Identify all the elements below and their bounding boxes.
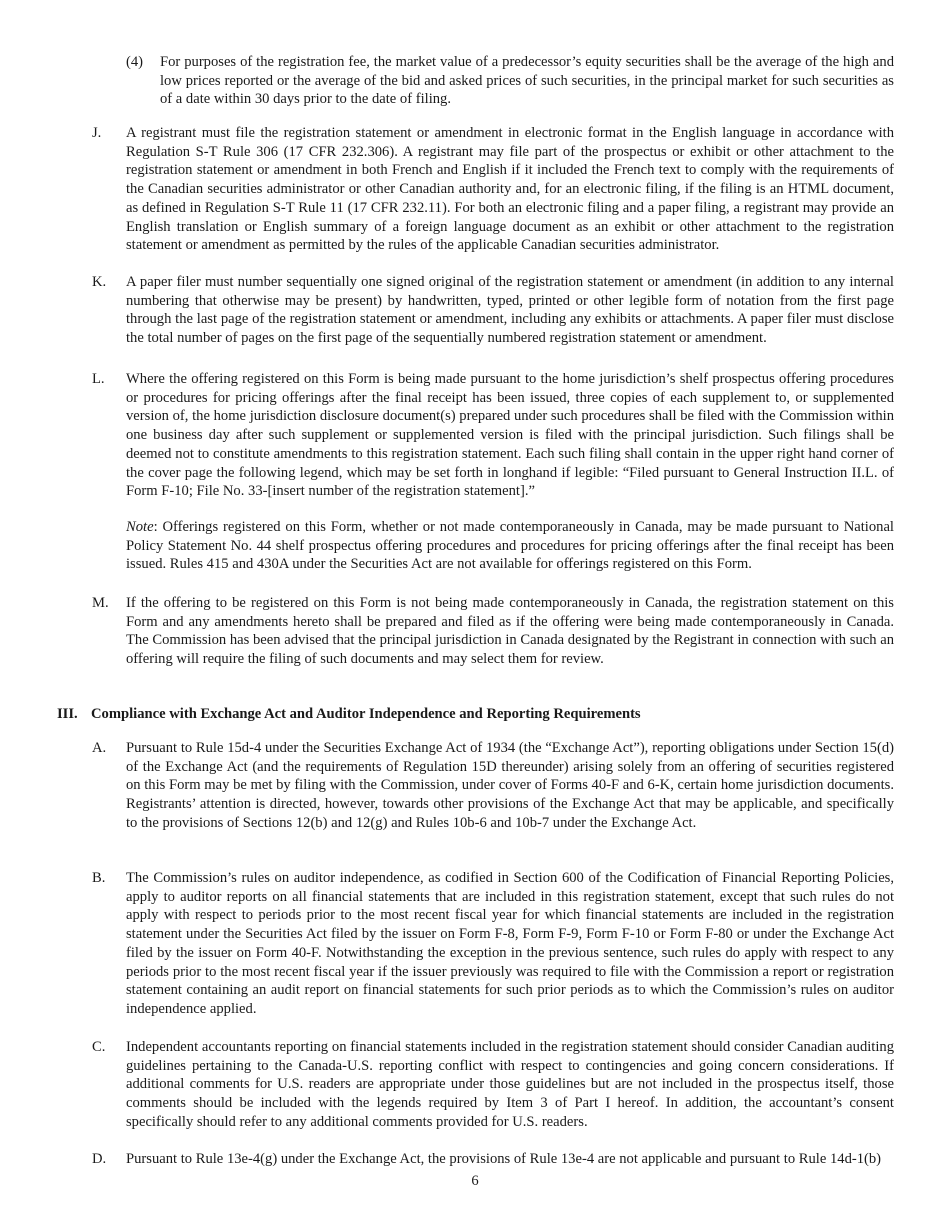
note-label: Note <box>126 519 154 535</box>
item-A <box>92 739 894 833</box>
item-L <box>92 370 894 501</box>
item-L-note <box>126 518 894 574</box>
item-label: L. <box>92 371 105 387</box>
item-text: For purposes of the registration fee, the market value of a predecessor’s equity securities shall be the average of the high and low prices reported or the average of the bid and asked prices of such securities, in the principal market for such securities as of a date within 30 days prior to the date of filing. <box>160 54 894 108</box>
item-label: A. <box>92 740 107 756</box>
item-D <box>92 1150 894 1169</box>
item-text: A paper filer must number sequentially one signed original of the registration statement or amendment (in addition to any internal numbering that otherwise may be present) by handwritten, typed, printed or other legible form of notation from the first page through the last page of the registration statement or amendment, including any exhibits or attachments. A paper filer must disclose the total number of pages on the first page of the sequentially numbered registration statement or amendment. <box>126 274 894 347</box>
item-C <box>92 1038 894 1132</box>
item-text: Pursuant to Rule 15d-4 under the Securities Exchange Act of 1934 (the “Exchange Act”), reporting obligations under Section 15(d) of the Exchange Act (and the requirements of Regulation 15D thereunder) arising solely from an offering of securities registered on this Form may be met by filing with the Commission, under cover of Forms 40-F and 6-K, certain home jurisdiction documents. Registrants’ attention is directed, however, towards other provisions of the Exchange Act that may be applicable, and specifically to the provisions of Sections 12(b) and 12(g) and Rules 10b-6 and 10b-7 under the Exchange Act. <box>126 740 894 831</box>
item-label: B. <box>92 870 106 886</box>
item-text: Independent accountants reporting on financial statements included in the registration statement should consider Canadian auditing guidelines pertaining to the Canada-U.S. reporting conflict with respect to contingencies and going concern considerations. If additional comments for U.S. readers are appropriate under those guidelines but are not included in the prospectus itself, those comments should be included with the legends required by Item 3 of Part I hereof. In addition, the accountant’s consent specifically should refer to any additional comments provided for U.S. readers. <box>126 1039 894 1130</box>
item-label: M. <box>92 595 109 611</box>
item-J <box>92 124 894 255</box>
item-label: C. <box>92 1039 106 1055</box>
item-label: K. <box>92 274 107 290</box>
item-B <box>92 869 894 1019</box>
note-text: : Offerings registered on this Form, whether or not made contemporaneously in Canada, may be made pursuant to National Policy Statement No. 44 shelf prospectus offering procedures and procedures for pricing offerings after the final receipt has been issued. Rules 415 and 430A under the Securities Act are not available for offerings registered on this Form. <box>126 519 894 573</box>
item-text: Where the offering registered on this Form is being made pursuant to the home jurisdiction’s shelf prospectus offering procedures or procedures for pricing offerings after the final receipt has been issued, three copies of each supplement to, or supplemented version of, the home jurisdiction disclosure document(s) prepared under such procedures shall be filed with the Commission within one business day after such supplement or supplemented version is filed with the principal jurisdiction. Such filings shall be deemed not to constitute amendments to this registration statement. Each such filing shall contain in the upper right hand corner of the cover page the following legend, which may be set forth in longhand if legible: “Filed pursuant to General Instruction II.L. of Form F-10; File No. 33-[insert number of the registration statement].” <box>126 371 894 500</box>
item-K <box>92 273 894 348</box>
item-label: (4) <box>126 54 144 70</box>
item-label: D. <box>92 1151 107 1167</box>
section-heading <box>57 705 894 724</box>
page-number: 6 <box>471 1173 479 1189</box>
section-title: Compliance with Exchange Act and Auditor Independence and Reporting Requirements <box>91 706 641 722</box>
item-label: J. <box>92 125 102 141</box>
item-text: A registrant must file the registration statement or amendment in electronic format in the English language in accordance with Regulation S-T Rule 306 (17 CFR 232.306). A registrant may file part of the prospectus or exhibit or other attachment to the registration statement or amendment in both French and English if it included the French text to comply with the requirements of the Canadian securities administrator or other Canadian authority and, for an electronic filing, if the filing is an HTML document, as defined in Regulation S-T Rule 11 (17 CFR 232.11). For both an electronic filing and a paper filing, a registrant may provide an English translation or English summary of a foreign language document as an exhibit or other attachment to the registration statement or amendment as permitted by the rules of the applicable Canadian securities administrator. <box>126 125 894 254</box>
item-text: The Commission’s rules on auditor independence, as codified in Section 600 of the Codification of Financial Reporting Policies, apply to auditor reports on all financial statements that are included in this registration statement, except that such rules do not apply with respect to periods prior to the most recent fiscal year for which financial statements are included in the registration statement under the Securities Act filed by the issuer on Form F-8, Form F-9, Form F-10 or Form F-80 or under the Exchange Act filed by the issuer on Form 40-F. Notwithstanding the exception in the previous sentence, such rules do apply with respect to any periods prior to the most recent fiscal year if the issuer previously was required to file with the Commission a report or registration statement containing an audit report on financial statements for such prior periods as to which the Commission’s rules on auditor independence applied. <box>126 870 894 1017</box>
item-text: Pursuant to Rule 13e-4(g) under the Exchange Act, the provisions of Rule 13e-4 are not applicable and pursuant to Rule 14d-1(b) <box>126 1151 882 1167</box>
section-label: III. <box>57 706 78 722</box>
item-text: If the offering to be registered on this Form is not being made contemporaneously in Canada, the registration statement on this Form and any amendments hereto shall be prepared and filed as if the offering were being made contemporaneously in Canada. The Commission has been advised that the principal jurisdiction in Canada designated by the Registrant in connection with such an offering will require the filing of such documents and may select them for review. <box>126 595 894 668</box>
item-M <box>92 594 894 669</box>
item-4 <box>126 53 894 109</box>
